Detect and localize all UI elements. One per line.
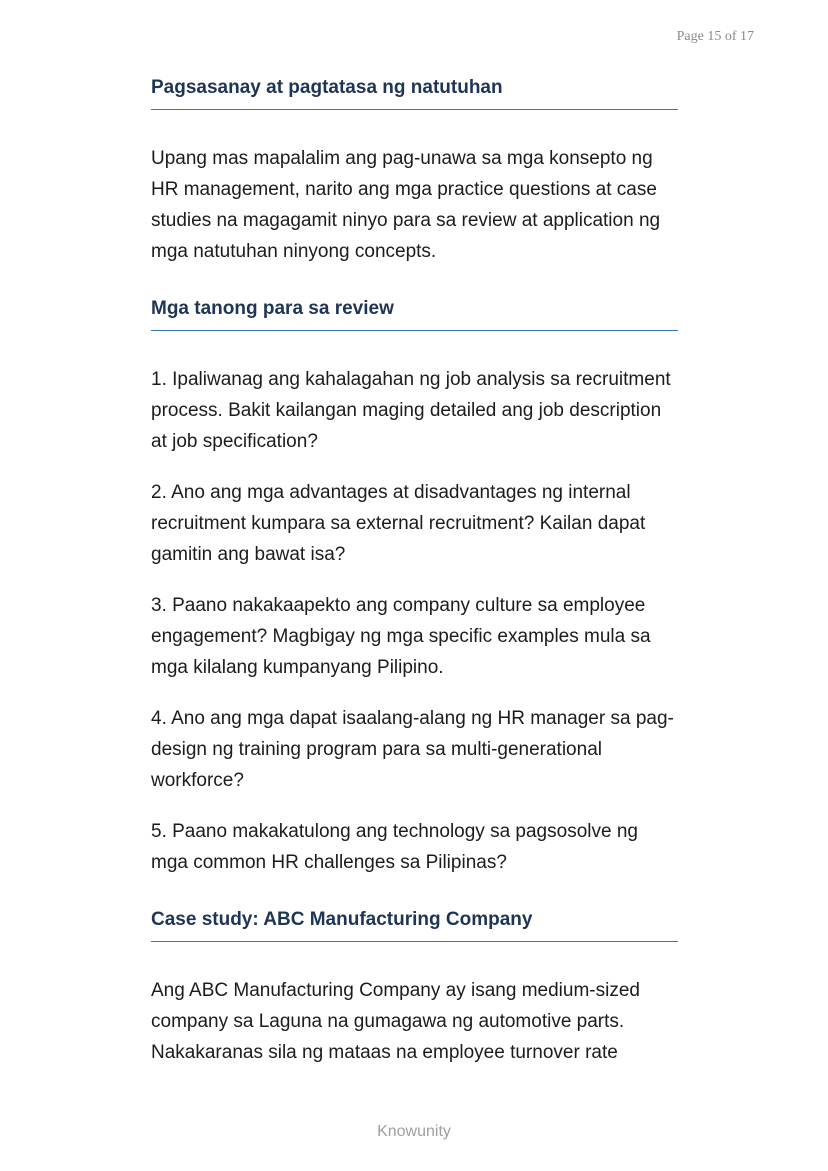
section-heading-review: Mga tanong para sa review [151,297,678,331]
review-question-3: 3. Paano nakakaapekto ang company culture sa employee engagement? Magbigay ng mga specific examples mula sa mga kilalang kumpanyang Pilipino. [151,595,651,678]
section-heading-practice: Pagsasanay at pagtatasa ng natutuhan [151,76,678,110]
practice-intro-paragraph: Upang mas mapalalim ang pag-unawa sa mga konsepto ng HR management, narito ang mga practice questions at case studies na magagamit ninyo para sa review at application ng mga natutuhan ninyong concepts. [151,148,661,262]
page-number: Page 15 of 17 [676,29,754,44]
review-question-2: 2. Ano ang mga advantages at disadvantages ng internal recruitment kumpara sa external recruitment? Kailan dapat gamitin ang bawat isa? [151,482,646,565]
case-study-paragraph: Ang ABC Manufacturing Company ay isang medium-sized company sa Laguna na gumagawa ng automotive parts. Nakakaranas sila ng mataas na employee turnover rate [151,980,640,1063]
review-question-1: 1. Ipaliwanag ang kahalagahan ng job analysis sa recruitment process. Bakit kailangan maging detailed ang job description at job specification? [151,369,671,452]
footer-brand: Knowunity [377,1123,451,1140]
review-question-5: 5. Paano makakatulong ang technology sa pagsosolve ng mga common HR challenges sa Pilipinas? [151,821,638,873]
review-question-4: 4. Ano ang mga dapat isaalang-alang ng HR manager sa pag-design ng training program para sa multi-generational workforce? [151,708,674,791]
section-heading-case-study: Case study: ABC Manufacturing Company [151,908,678,942]
